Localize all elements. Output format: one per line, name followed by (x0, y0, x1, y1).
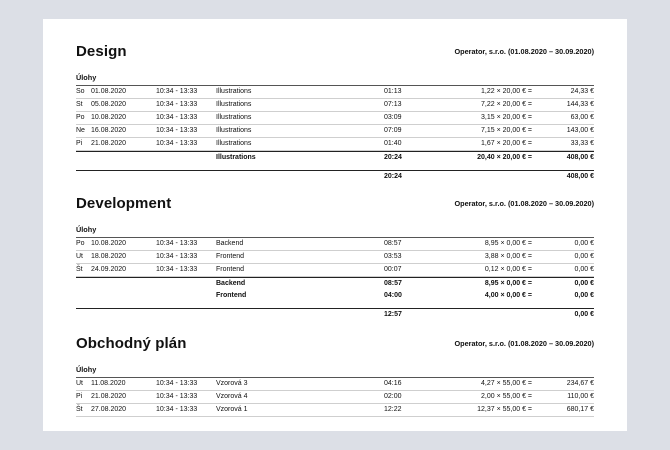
rate-calc-cell: 3,88 × 0,00 € = (484, 253, 532, 260)
summary-task-cell: Backend (216, 280, 246, 287)
total-duration: 20:24 (384, 173, 402, 180)
day-cell: Po (76, 114, 85, 121)
time-range-cell: 10:34 - 13:33 (156, 114, 198, 121)
section-header (76, 195, 594, 225)
date-cell: 10.08.2020 (91, 240, 127, 247)
summary-row (76, 278, 594, 290)
table-row (76, 138, 594, 151)
time-range-cell: 10:34 - 13:33 (156, 140, 198, 147)
section-design (76, 43, 594, 183)
table-row (76, 112, 594, 125)
rate-calc-cell: 1,67 × 20,00 € = (481, 140, 532, 147)
amount-cell: 234,67 € (566, 380, 594, 387)
day-cell: Pi (76, 393, 83, 400)
day-cell: St (76, 101, 83, 108)
task-cell: Illustrations (216, 140, 252, 147)
rate-calc-cell: 7,15 × 20,00 € = (481, 127, 532, 134)
task-cell: Vzorová 4 (216, 393, 248, 400)
day-cell: Št (76, 266, 83, 273)
summary-duration-cell: 08:57 (384, 280, 402, 287)
duration-cell: 07:09 (384, 127, 402, 134)
date-cell: 01.08.2020 (91, 88, 127, 95)
total-amount: 408,00 € (566, 173, 594, 180)
date-cell: 21.08.2020 (91, 393, 127, 400)
amount-cell: 0,00 € (574, 253, 594, 260)
amount-cell: 33,33 € (570, 140, 594, 147)
rate-calc-cell: 4,27 × 55,00 € = (481, 380, 532, 387)
amount-cell: 63,00 € (570, 114, 594, 121)
day-cell: Ut (76, 380, 83, 387)
summary-amount-cell: 0,00 € (574, 280, 594, 287)
summary-amount-cell: 0,00 € (574, 292, 594, 299)
day-cell: Št (76, 406, 83, 413)
summary-calc-cell: 4,00 × 0,00 € = (484, 292, 532, 299)
time-range-cell: 10:34 - 13:33 (156, 266, 198, 273)
duration-cell: 00:07 (384, 266, 402, 273)
summary-calc-cell: 20,40 × 20,00 € = (477, 154, 532, 161)
amount-cell: 0,00 € (574, 266, 594, 273)
section-title: Design (76, 43, 127, 60)
summary-task-cell: Frontend (216, 292, 247, 299)
summary-amount-cell: 408,00 € (566, 154, 594, 161)
section-total-row (76, 170, 594, 183)
date-cell: 16.08.2020 (91, 127, 127, 134)
date-cell: 18.08.2020 (91, 253, 127, 260)
amount-cell: 143,00 € (566, 127, 594, 134)
section-total-row (76, 308, 594, 321)
duration-cell: 07:13 (384, 101, 402, 108)
rate-calc-cell: 3,15 × 20,00 € = (481, 114, 532, 121)
time-range-cell: 10:34 - 13:33 (156, 253, 198, 260)
day-cell: Pi (76, 140, 83, 147)
summary-task-cell: Illustrations (216, 154, 256, 161)
task-cell: Illustrations (216, 127, 252, 134)
summary-row (76, 152, 594, 164)
duration-cell: 03:53 (384, 253, 402, 260)
table-row (76, 125, 594, 138)
time-range-cell: 10:34 - 13:33 (156, 127, 198, 134)
amount-cell: 0,00 € (574, 240, 594, 247)
rate-calc-cell: 0,12 × 0,00 € = (484, 266, 532, 273)
day-cell: Ut (76, 253, 83, 260)
duration-cell: 12:22 (384, 406, 402, 413)
summary-duration-cell: 20:24 (384, 154, 402, 161)
task-rows (76, 85, 594, 151)
date-cell: 21.08.2020 (91, 140, 127, 147)
section-title: Development (76, 195, 172, 212)
task-rows (76, 377, 594, 417)
duration-cell: 08:57 (384, 240, 402, 247)
time-range-cell: 10:34 - 13:33 (156, 393, 198, 400)
amount-cell: 24,33 € (570, 88, 594, 95)
report-page (43, 19, 627, 431)
rate-calc-cell: 7,22 × 20,00 € = (481, 101, 532, 108)
date-cell: 27.08.2020 (91, 406, 127, 413)
section-client-period: Operator, s.r.o. (01.08.2020 – 30.09.2020) (454, 199, 594, 208)
table-row (76, 86, 594, 99)
summary-row (76, 290, 594, 302)
tasks-label: Úlohy (76, 73, 97, 82)
table-row (76, 251, 594, 264)
rate-calc-cell: 2,00 × 55,00 € = (481, 393, 532, 400)
task-summary (76, 151, 594, 164)
time-range-cell: 10:34 - 13:33 (156, 380, 198, 387)
time-range-cell: 10:34 - 13:33 (156, 406, 198, 413)
time-range-cell: 10:34 - 13:33 (156, 88, 198, 95)
table-row (76, 404, 594, 417)
day-cell: Ne (76, 127, 85, 134)
duration-cell: 03:09 (384, 114, 402, 121)
section-header (76, 335, 594, 365)
tasks-label: Úlohy (76, 225, 97, 234)
task-cell: Backend (216, 240, 244, 247)
section-client-period: Operator, s.r.o. (01.08.2020 – 30.09.2020) (454, 47, 594, 56)
section-business-plan (76, 335, 594, 417)
section-client-period: Operator, s.r.o. (01.08.2020 – 30.09.2020) (454, 339, 594, 348)
task-rows (76, 237, 594, 277)
rate-calc-cell: 8,95 × 0,00 € = (484, 240, 532, 247)
task-cell: Frontend (216, 253, 245, 260)
summary-calc-cell: 8,95 × 0,00 € = (484, 280, 532, 287)
task-summary (76, 277, 594, 302)
amount-cell: 110,00 € (567, 393, 594, 400)
summary-duration-cell: 04:00 (384, 292, 402, 299)
time-range-cell: 10:34 - 13:33 (156, 240, 198, 247)
task-cell: Vzorová 3 (216, 380, 248, 387)
task-cell: Vzorová 1 (216, 406, 248, 413)
date-cell: 05.08.2020 (91, 101, 127, 108)
table-row (76, 378, 594, 391)
section-header (76, 43, 594, 73)
table-row (76, 238, 594, 251)
duration-cell: 01:40 (384, 140, 402, 147)
task-cell: Frontend (216, 266, 245, 273)
tasks-label: Úlohy (76, 365, 97, 374)
duration-cell: 01:13 (384, 88, 402, 95)
date-cell: 24.09.2020 (91, 266, 127, 273)
table-row (76, 99, 594, 112)
day-cell: So (76, 88, 85, 95)
duration-cell: 02:00 (384, 393, 402, 400)
time-range-cell: 10:34 - 13:33 (156, 101, 198, 108)
task-cell: Illustrations (216, 114, 252, 121)
amount-cell: 680,17 € (566, 406, 594, 413)
rate-calc-cell: 1,22 × 20,00 € = (481, 88, 532, 95)
day-cell: Po (76, 240, 85, 247)
task-cell: Illustrations (216, 101, 252, 108)
section-development (76, 195, 594, 321)
amount-cell: 144,33 € (566, 101, 594, 108)
date-cell: 10.08.2020 (91, 114, 127, 121)
total-duration: 12:57 (384, 311, 402, 318)
table-row (76, 391, 594, 404)
rate-calc-cell: 12,37 × 55,00 € = (477, 406, 532, 413)
task-cell: Illustrations (216, 88, 252, 95)
date-cell: 11.08.2020 (91, 380, 126, 387)
duration-cell: 04:16 (384, 380, 402, 387)
section-title: Obchodný plán (76, 335, 187, 352)
total-amount: 0,00 € (574, 311, 594, 318)
table-row (76, 264, 594, 277)
